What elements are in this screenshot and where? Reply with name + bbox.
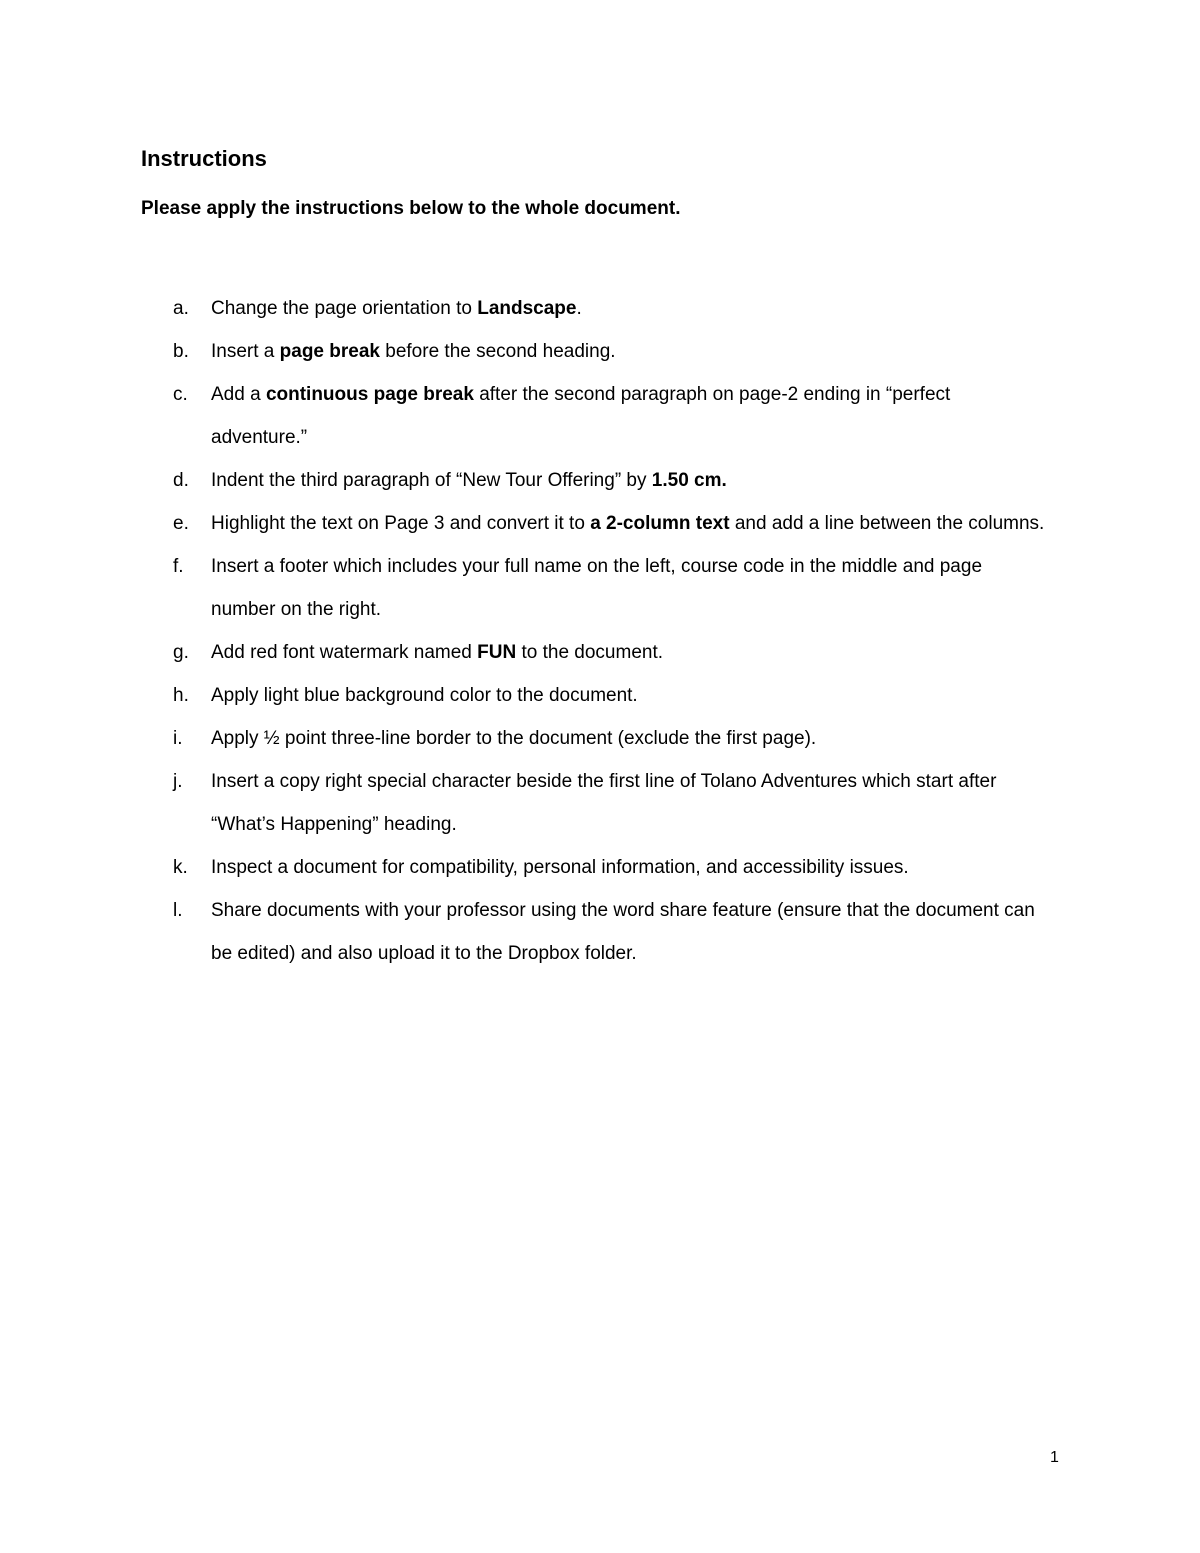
instruction-item xyxy=(173,846,1051,889)
instruction-text xyxy=(211,857,909,878)
instruction-item xyxy=(173,717,1051,760)
instruction-text xyxy=(211,298,582,319)
instruction-text xyxy=(211,556,982,620)
instruction-text-run: Indent the third paragraph of “New Tour Offering” by xyxy=(211,470,652,491)
instruction-marker: g. xyxy=(173,642,189,663)
instruction-item xyxy=(173,502,1051,545)
instruction-text-run: Highlight the text on Page 3 and convert it to xyxy=(211,513,591,534)
instruction-emphasis: page break xyxy=(279,341,380,362)
instruction-emphasis: Landscape xyxy=(477,298,577,319)
instruction-item xyxy=(173,545,1051,631)
instruction-text-run: Insert a copy right special character beside the first line of Tolano Adventures which start after “What’s Happening” heading. xyxy=(211,771,997,835)
instruction-text-run: before the second heading. xyxy=(379,341,616,362)
instruction-text-run: Add a xyxy=(211,384,266,405)
instruction-text-run: after the second paragraph on page-2 ending in “perfect adventure.” xyxy=(211,384,951,448)
instruction-text-run: Insert a footer which includes your full name on the left, course code in the middle and page number on the right. xyxy=(211,556,983,620)
instruction-text xyxy=(211,728,816,749)
instruction-emphasis: FUN xyxy=(477,642,517,663)
instruction-marker: a. xyxy=(173,298,189,319)
instruction-text xyxy=(211,513,1044,534)
instruction-marker: b. xyxy=(173,341,189,362)
instruction-text-run: Share documents with your professor using the word share feature (ensure that the document can be edited) and also upload it to the Dropbox folder. xyxy=(211,900,1035,964)
instruction-marker: d. xyxy=(173,470,189,491)
instruction-marker: c. xyxy=(173,384,188,405)
instruction-text-run: Inspect a document for compatibility, personal information, and accessibility issues. xyxy=(211,857,909,878)
instruction-item xyxy=(173,674,1051,717)
instruction-list xyxy=(173,287,1073,975)
instruction-text xyxy=(211,685,638,706)
instruction-item xyxy=(173,330,1051,373)
instruction-item xyxy=(173,889,1051,975)
instruction-marker: j. xyxy=(173,771,183,792)
instruction-item xyxy=(173,373,1051,459)
instruction-text xyxy=(211,470,727,491)
instruction-text-run: Insert a xyxy=(211,341,280,362)
instruction-marker: k. xyxy=(173,857,188,878)
instruction-text xyxy=(211,384,950,448)
page-number: 1 xyxy=(1050,1449,1059,1466)
instruction-item xyxy=(173,459,1051,502)
instruction-text xyxy=(211,771,996,835)
instruction-item xyxy=(173,760,1051,846)
instruction-text-run: and add a line between the columns. xyxy=(729,513,1045,534)
instruction-item xyxy=(173,287,1051,330)
instruction-emphasis: continuous page break xyxy=(265,384,474,405)
document-title: Instructions xyxy=(141,146,267,171)
instruction-text-run: Change the page orientation to xyxy=(211,298,478,319)
instruction-emphasis: a 2-column text xyxy=(590,513,730,534)
instruction-marker: l. xyxy=(173,900,183,921)
instruction-text-run: Apply ½ point three-line border to the document (exclude the first page). xyxy=(211,728,817,749)
instruction-marker: e. xyxy=(173,513,189,534)
instruction-text xyxy=(211,642,663,663)
instruction-text xyxy=(211,900,1035,964)
instruction-text-run: . xyxy=(576,298,582,319)
document-subtitle: Please apply the instructions below to the whole document. xyxy=(141,198,681,219)
instruction-text-run: Apply light blue background color to the document. xyxy=(211,685,638,706)
instruction-marker: i. xyxy=(173,728,183,749)
instruction-marker: f. xyxy=(173,556,184,577)
instruction-text-run: to the document. xyxy=(516,642,664,663)
instruction-text xyxy=(211,341,616,362)
instruction-item xyxy=(173,631,1051,674)
instruction-emphasis: 1.50 cm. xyxy=(651,470,727,491)
instruction-text-run: Add red font watermark named xyxy=(211,642,478,663)
instruction-marker: h. xyxy=(173,685,189,706)
